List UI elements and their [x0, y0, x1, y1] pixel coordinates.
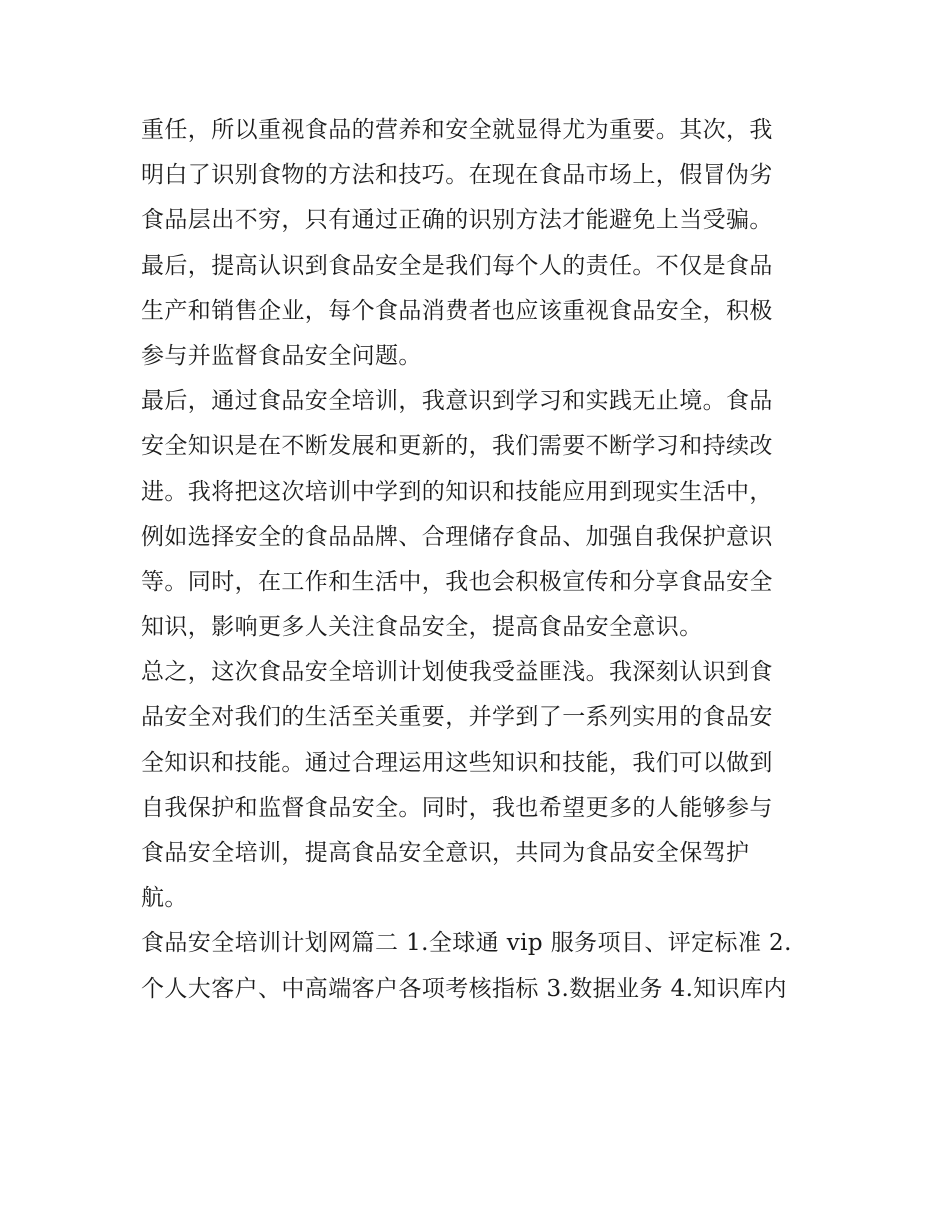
text-line-2: 明白了识别食物的方法和技巧。在现在食品市场上，假冒伪劣	[141, 162, 773, 189]
text-line-12: 知识，影响更多人关注食品安全，提高食品安全意识。	[141, 614, 703, 641]
text-line-7: 最后，通过食品安全培训，我意识到学习和实践无止境。食品	[141, 388, 773, 415]
text-line-13: 总之，这次食品安全培训计划使我受益匪浅。我深刻认识到食	[141, 659, 773, 686]
text-line-9: 进。我将把这次培训中学到的知识和技能应用到现实生活中，	[141, 478, 773, 505]
text-line-10: 例如选择安全的食品品牌、合理储存食品、加强自我保护意识	[141, 523, 773, 550]
text-line-6: 参与并监督食品安全问题。	[141, 342, 422, 369]
text-line-4: 最后，提高认识到食品安全是我们每个人的责任。不仅是食品	[141, 252, 773, 279]
text-line-20: 个人大客户、中高端客户各项考核指标 3.数据业务 4.知识库内	[141, 975, 787, 1002]
text-line-19: 食品安全培训计划网篇二 1.全球通 vip 服务项目、评定标准 2.	[141, 930, 792, 957]
text-line-11: 等。同时，在工作和生活中，我也会积极宣传和分享食品安全	[141, 568, 773, 595]
text-line-8: 安全知识是在不断发展和更新的，我们需要不断学习和持续改	[141, 433, 773, 460]
document-body	[141, 108, 813, 1012]
text-line-5: 生产和销售企业，每个食品消费者也应该重视食品安全，积极	[141, 297, 773, 324]
text-line-3: 食品层出不穷，只有通过正确的识别方法才能避免上当受骗。	[141, 207, 773, 234]
text-line-18: 航。	[141, 885, 188, 912]
text-line-14: 品安全对我们的生活至关重要，并学到了一系列实用的食品安	[141, 704, 773, 731]
text-line-17: 食品安全培训，提高食品安全意识，共同为食品安全保驾护	[141, 840, 750, 866]
text-line-15: 全知识和技能。通过合理运用这些知识和技能，我们可以做到	[141, 749, 773, 776]
text-line-1: 重任，所以重视食品的营养和安全就显得尤为重要。其次，我	[141, 117, 773, 143]
text-line-16: 自我保护和监督食品安全。同时，我也希望更多的人能够参与	[141, 794, 773, 821]
